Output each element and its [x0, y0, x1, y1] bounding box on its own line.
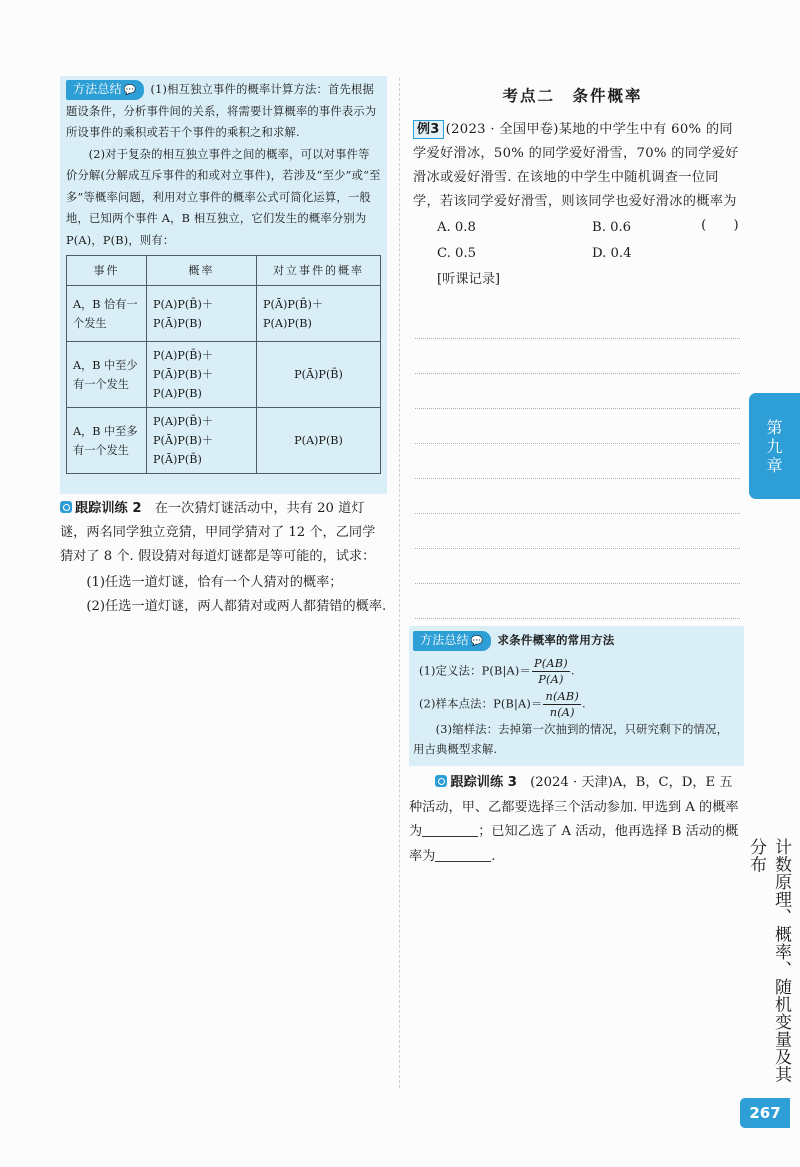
tracking-exercise-2: [60, 497, 387, 619]
fraction-denominator: P(A): [538, 672, 564, 686]
track2-label: 跟踪训练 2: [75, 501, 142, 516]
track2-stem: [60, 497, 387, 569]
chapter-tab[interactable]: 第九章: [749, 393, 800, 499]
method-summary-tag: 方法总结 💬: [413, 631, 491, 651]
m2-prefix: (2)样本点法：P(B|A)＝: [419, 697, 543, 710]
opp-line: P(Ā)P(B̄)＋: [263, 297, 324, 311]
table-cell-event: A，B 中至少有一个发生: [67, 342, 147, 408]
table-header: 概率: [147, 256, 257, 286]
prob-line: P(Ā)P(B)＋: [153, 368, 214, 381]
table-header: 事件: [67, 256, 147, 286]
track-training-icon: [60, 501, 72, 513]
table-row: [67, 286, 381, 342]
table-cell-prob: [147, 342, 257, 408]
track3-text-c: .: [491, 848, 496, 864]
probability-table: [66, 255, 381, 474]
note-line: [415, 513, 740, 514]
prob-line: P(Ā)P(B): [153, 316, 202, 330]
example-text: (2023 · 全国甲卷)某地的中学生中有 60% 的同学爱好滑冰，50% 的同学爱好滑雪，70% 的同学爱好滑冰或爱好滑雪. 在该地的中学生中随机调查一位同学，若该同学爱好滑雪，则该同学也爱好滑冰的概率为: [413, 122, 739, 209]
choice-c[interactable]: C. 0.5: [437, 246, 476, 261]
fraction-denominator: n(A): [549, 705, 575, 719]
method-summary-panel-left: [60, 76, 387, 494]
note-line: [415, 338, 740, 339]
m1-prefix: (1)定义法：P(B|A)＝: [419, 664, 531, 677]
track3-stem: [409, 771, 745, 869]
note-line: [415, 373, 740, 374]
fraction: [532, 656, 570, 687]
example-tag: 例3: [413, 120, 444, 139]
track2-q1: (1)任选一道灯谜，恰有一个人猜对的概率；: [86, 575, 343, 590]
method-p1-text: (1)相互独立事件的概率计算方法：首先根据题设条件，分析事件间的关系，将需要计算概率的事件表示为所设事件的乘积或若干个事件的乘积之和求解.: [66, 83, 377, 139]
method-summary-p2: (2)对于复杂的相互独立事件之间的概率，可以对事件等价分解(分解成互斥事件的和或对立事件)，若涉及“至少”或“至多”等概率问题，利用对立事件的概率公式可简化运算，一般地，已知两个事件 A，B 相互独立，它们发生的概率分别为 P(A)，P(B)，则有：: [66, 147, 381, 247]
prob-line: P(Ā)P(B̄): [153, 453, 202, 466]
method-definition: (1)定义法：P(B|A)＝ $\frac{P(AB)}{P(A)}$ .: [419, 656, 575, 686]
method-summary-tag: 方法总结 💬: [66, 80, 144, 100]
table-cell-prob: [147, 408, 257, 474]
method-reduced-sample: (3)缩样法：去掉第一次抽到的情况，只研究剩下的情况，用古典概型求解.: [413, 722, 729, 756]
table-cell-opp: [257, 286, 381, 342]
table-cell-prob: [147, 286, 257, 342]
fraction-numerator: P(AB): [533, 656, 568, 670]
track3-label: 跟踪训练 3: [450, 775, 517, 790]
table-header-row: [67, 256, 381, 286]
track-training-icon: [435, 775, 447, 787]
example-3: [413, 118, 743, 292]
note-line: [415, 548, 740, 549]
note-line: [415, 408, 740, 409]
track3-text-b: ；已知乙选了 A 活动，他再选择 B 活动的概率为: [409, 824, 739, 864]
prob-line: P(A)P(B̄)＋: [153, 297, 214, 311]
answer-blank-1[interactable]: [422, 823, 478, 837]
opp-line: P(A)P(B): [294, 434, 343, 447]
choice-b[interactable]: B. 0.6: [592, 220, 632, 235]
opp-line: P(A)P(B): [263, 316, 312, 330]
speech-bubble-icon: 💬: [470, 636, 484, 647]
tracking-exercise-3: [409, 771, 745, 869]
track3-text-a: (2024 · 天津)A，B，C，D，E 五种活动，甲、乙都要选择三个活动参加. 甲选到 A 的概率为: [409, 775, 739, 839]
chapter-vertical-title: 计数原理、概率、随机变量及其分布: [746, 838, 791, 1083]
opp-line: P(Ā)P(B̄): [294, 368, 343, 381]
choice-d[interactable]: D. 0.4: [592, 246, 632, 261]
table-cell-opp: [257, 342, 381, 408]
note-line: [415, 618, 740, 619]
method-summary-title: 求条件概率的常用方法: [497, 633, 615, 647]
fraction-numerator: n(AB): [545, 689, 580, 703]
speech-bubble-icon: 💬: [123, 85, 137, 96]
answer-blank-2[interactable]: [435, 848, 491, 862]
track2-q2: (2)任选一道灯谜，两人都猜对或两人都猜错的概率.: [86, 599, 387, 614]
table-header: 对立事件的概率: [257, 256, 381, 286]
method-sample-point: (2)样本点法：P(B|A)＝ $\frac{n(AB)}{n(A)}$ .: [419, 689, 586, 719]
page-number: 267: [740, 1098, 790, 1128]
prob-line: P(A)P(B̄)＋: [153, 349, 214, 362]
answer-bracket: ( ): [701, 218, 739, 233]
note-line: [415, 583, 740, 584]
method-summary-panel-right: [409, 626, 744, 766]
table-cell-opp: [257, 408, 381, 474]
track2-text: 在一次猜灯谜活动中，共有 20 道灯谜，两名同学独立竞猜，甲同学猜对了 12 个，乙同学猜对了 8 个. 假设猜对每道灯谜都是等可能的，试求：: [60, 501, 376, 564]
table-row: [67, 408, 381, 474]
choice-a[interactable]: A. 0.8: [437, 220, 476, 235]
prob-line: P(A)P(B̄)＋: [153, 415, 214, 428]
prob-line: P(Ā)P(B)＋: [153, 434, 214, 447]
fraction: [543, 689, 581, 720]
prob-line: P(A)P(B): [153, 387, 202, 400]
record-label: [听课记录]: [437, 272, 501, 287]
method-summary-title-line: [413, 630, 738, 652]
method-summary-p1: [66, 79, 381, 144]
table-cell-event: A，B 恰有一个发生: [67, 286, 147, 342]
note-line: [415, 443, 740, 444]
section-heading: 考点二 条件概率: [502, 87, 643, 105]
column-divider: [399, 78, 400, 1088]
choice-list: [437, 216, 701, 266]
table-row: [67, 342, 381, 408]
note-line: [415, 478, 740, 479]
table-cell-event: A，B 中至多有一个发生: [67, 408, 147, 474]
